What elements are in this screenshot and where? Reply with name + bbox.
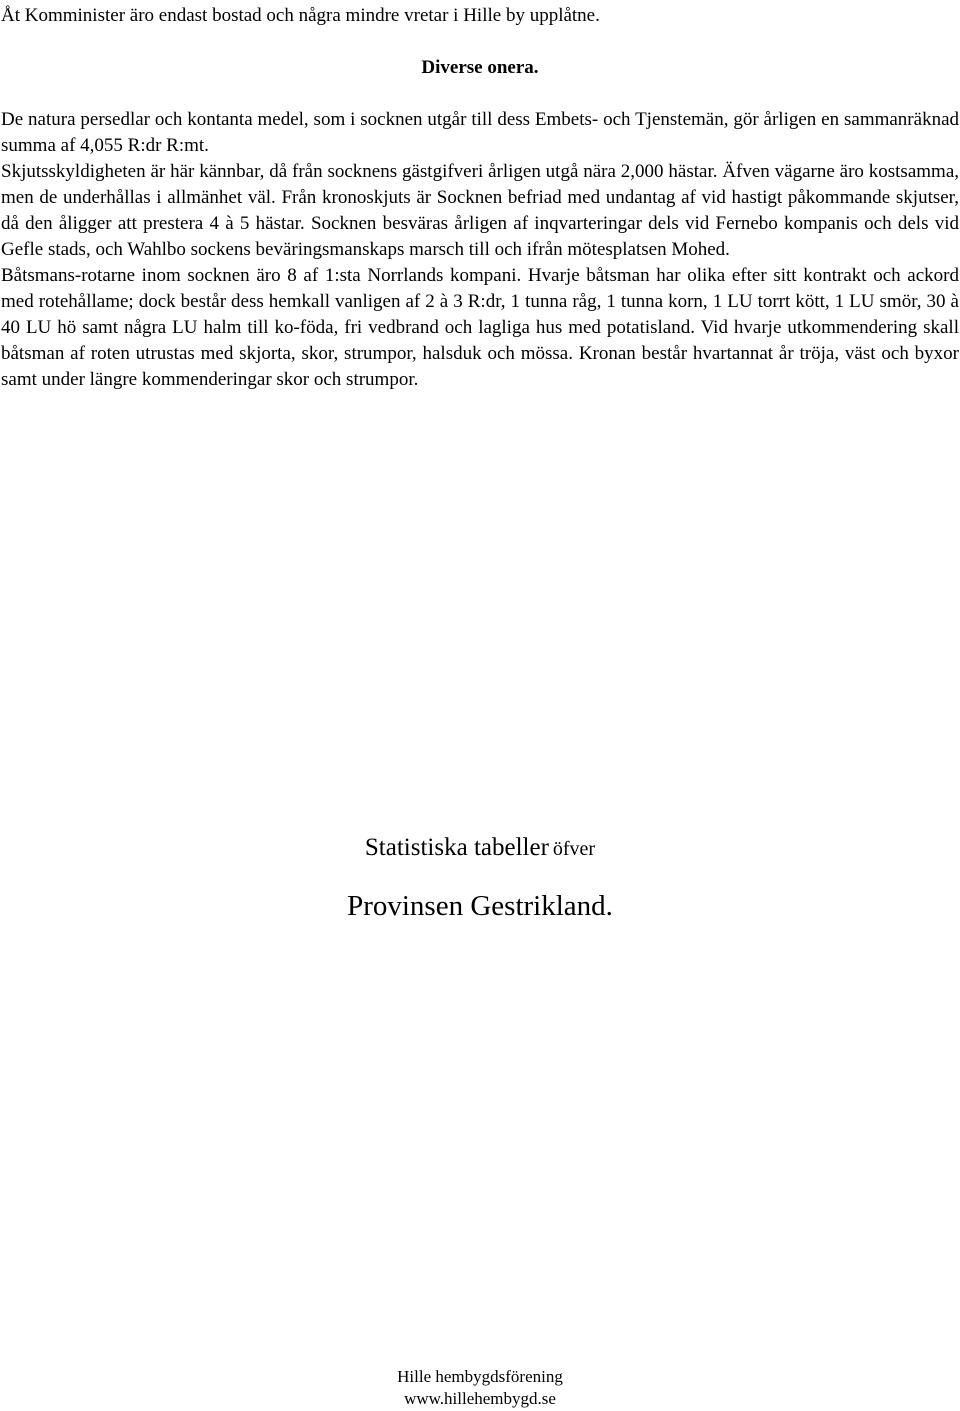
opening-line: Åt Komminister äro endast bostad och några mindre vretar i Hille by upplåtne. — [1, 5, 600, 26]
title-line-1 — [0, 830, 960, 869]
title-small: öfver — [552, 838, 596, 860]
footer-website[interactable]: www.hillehembygd.se — [404, 1389, 556, 1408]
title-line-2: Provinsen Gestrikland. — [347, 890, 613, 922]
paragraph-natura: De natura persedlar och kontanta medel, som i socknen utgår till dess Embets- och Tjenstemän, gör årligen en sammanräknad summa af 4,055 R:dr R:mt. — [1, 109, 959, 156]
paragraph-skjuts: Skjutsskyldigheten är här kännbar, då från socknens gästgifveri årligen utgå nära 2,000 hästar. Äfven vägarne äro kostsamma, men de underhållas i allmänhet väl. Från kronoskjuts är Socknen befriad med undantag af vid hastigt påkommande skjutser, då den åligger att prestera 4 à 5 hästar. Socknen besväras årligen af inqvarteringar dels vid Fernebo kompanis och dels vid Gefle stads, och Wahlbo sockens beväringsmanskaps marsch till och ifrån mötesplatsen Mohed. — [1, 161, 959, 260]
paragraph-batsman: Båtsmans-rotarne inom socknen äro 8 af 1:sta Norrlands kompani. Hvarje båtsman har olika efter sitt kontrakt och ackord med rotehållame; dock består dess hemkall vanligen af 2 à 3 R:dr, 1 tunna råg, 1 tunna korn, 1 LU torrt kött, 1 LU smör, 30 à 40 LU hö samt några LU halm till ko-föda, fri vedbrand och lagliga hus med potatisland. Vid hvarje utkommendering skall båtsman af roten utrustas med skjorta, skor, strumpor, halsduk och mössa. Kronan består hvartannat år tröja, väst och byxor samt under längre kommenderingar skor och strumpor. — [1, 265, 959, 390]
section-heading: Diverse onera. — [421, 57, 539, 78]
body-text — [1, 107, 959, 393]
footer-organization: Hille hembygdsförening — [397, 1367, 563, 1386]
title-main: Statistiska tabeller — [364, 834, 549, 861]
